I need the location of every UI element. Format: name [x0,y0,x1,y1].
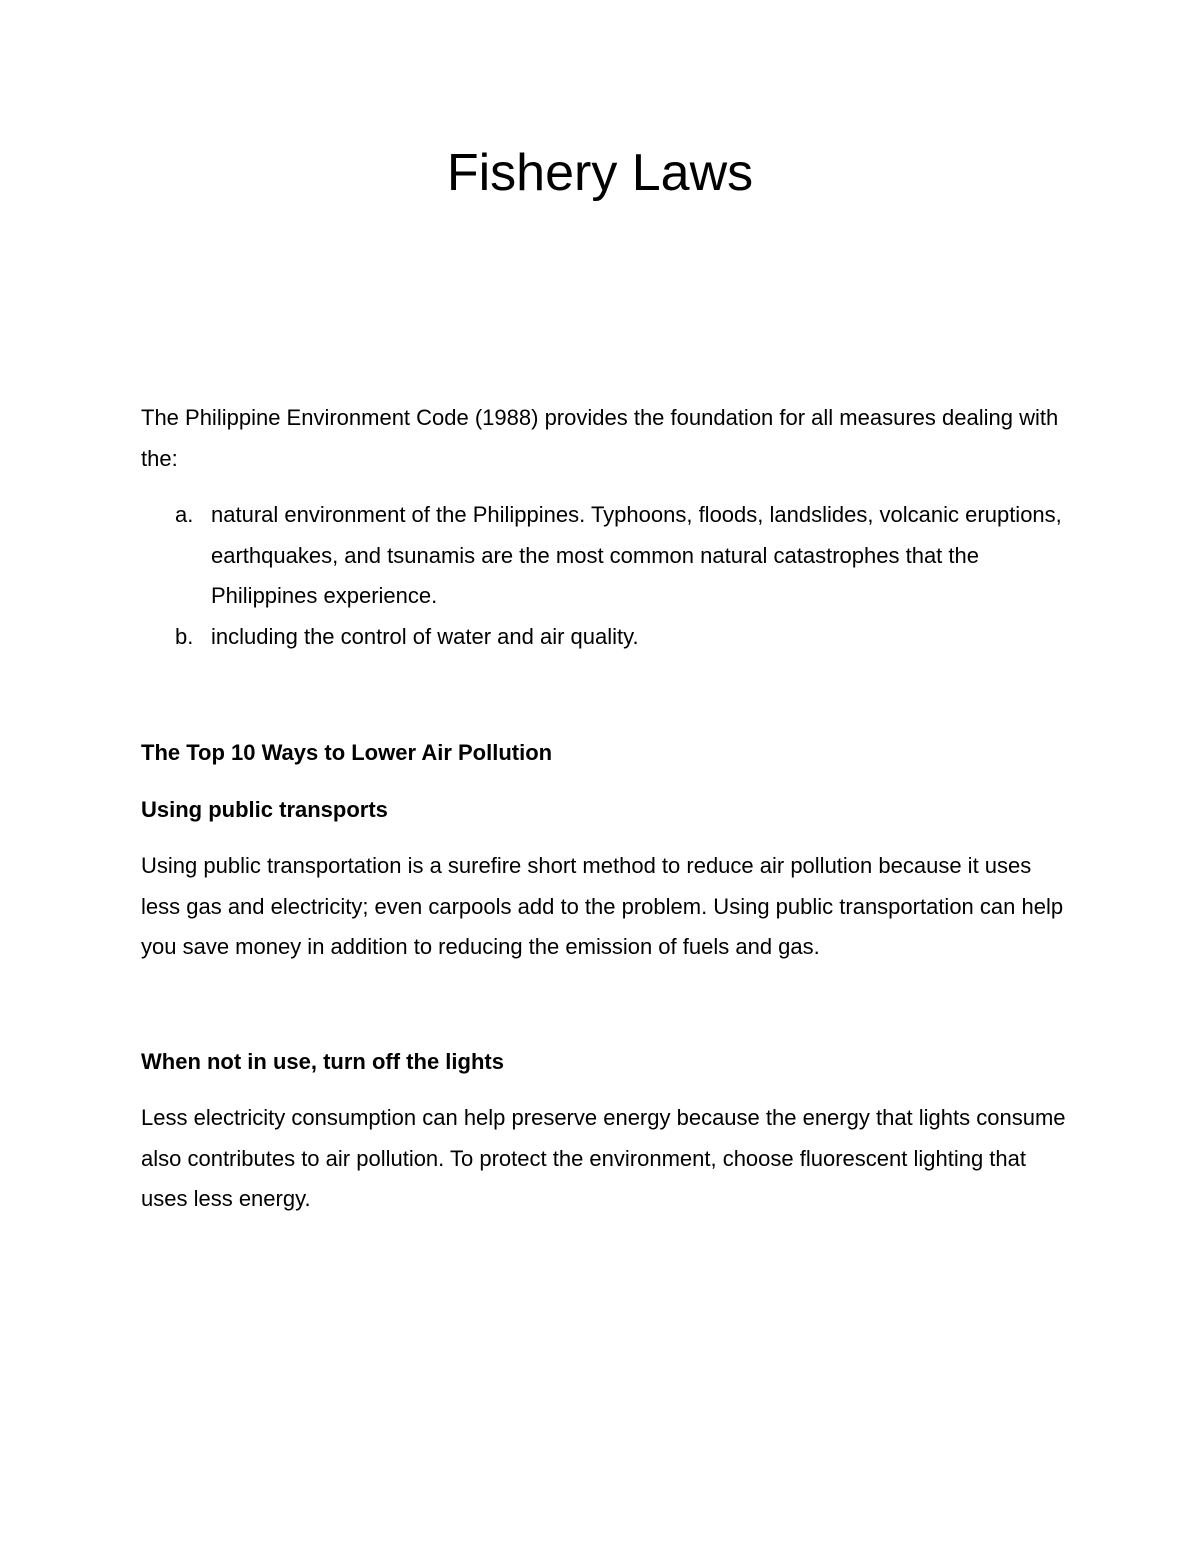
list-item-text: natural environment of the Philippines. Typhoons, floods, landslides, volcanic eruptions, earthquakes, and tsunamis are the most common natural catastrophes that the Philippines experience. [211,502,1062,608]
section-heading: The Top 10 Ways to Lower Air Pollution [141,740,553,765]
subsection-paragraph-lights: Less electricity consumption can help preserve energy because the energy that lights consume also contributes to air pollution. To protect the environment, choose fluorescent lighting that uses less energy. [141,1105,1066,1211]
document-title: Fishery Laws [446,144,754,202]
ordered-list [141,495,1071,657]
subsection-heading-public-transport: Using public transports [141,796,388,822]
list-marker: a. [175,502,194,527]
subsection-paragraph-public-transport: Using public transportation is a surefire short method to reduce air pollution because it uses less gas and electricity; even carpools add to the problem. Using public transportation can help you save money in addition to reducing the emission of fuels and gas. [141,853,1064,959]
list-item [141,617,1071,658]
document-body [141,398,1071,1220]
list-item [141,495,1071,617]
intro-paragraph: The Philippine Environment Code (1988) provides the foundation for all measures dealing with the: [141,405,1059,471]
list-marker: b. [175,623,194,649]
subsection-heading-lights: When not in use, turn off the lights [141,1048,504,1074]
list-item-text: including the control of water and air quality. [211,623,639,649]
